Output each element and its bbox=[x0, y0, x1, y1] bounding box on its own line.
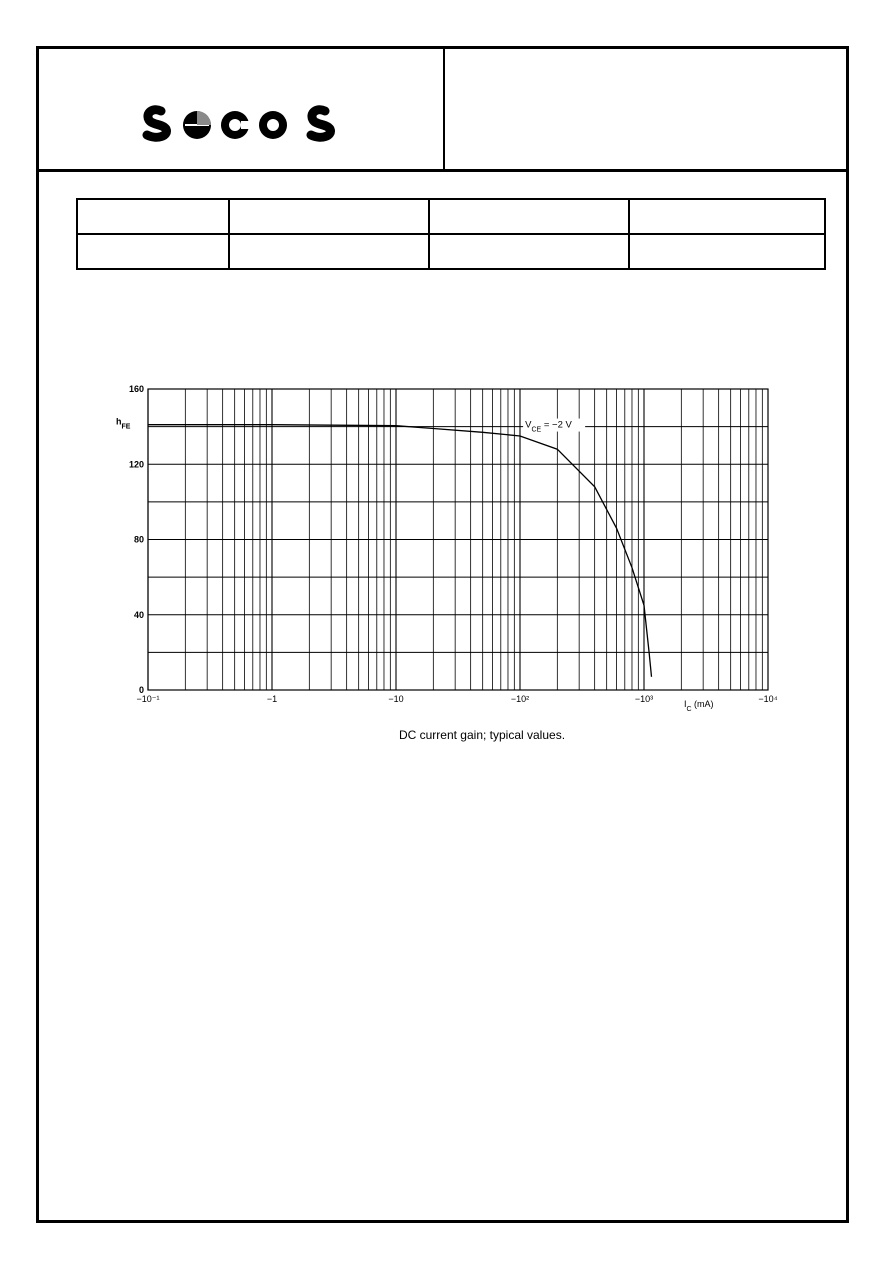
table-row bbox=[77, 234, 825, 269]
series-annotation: $V_{CE} = -2$ V bbox=[525, 419, 572, 434]
header-title-cell bbox=[445, 49, 846, 172]
x-tick-label: −10⁴ bbox=[758, 694, 778, 704]
table-cell bbox=[77, 199, 229, 234]
y-axis-label: $h_{FE}$ bbox=[116, 416, 131, 431]
x-tick-label: −10⁻¹ bbox=[136, 694, 160, 704]
y-tick-label: 120 bbox=[128, 459, 144, 470]
y-tick-label: 160 bbox=[128, 384, 144, 394]
table-row bbox=[77, 199, 825, 234]
chart-grid bbox=[148, 389, 768, 690]
y-tick-labels bbox=[129, 384, 144, 695]
table-cell bbox=[229, 234, 429, 269]
chart-svg bbox=[72, 335, 792, 755]
y-tick-label: 80 bbox=[133, 534, 144, 545]
x-tick-labels bbox=[136, 694, 777, 704]
y-tick-label: 40 bbox=[133, 609, 144, 620]
table-cell bbox=[429, 199, 629, 234]
x-tick-label: −1 bbox=[266, 694, 278, 704]
header-logo-cell bbox=[39, 49, 445, 172]
x-tick-label: −10² bbox=[510, 694, 530, 704]
x-axis-label: $I_C$ (mA) bbox=[683, 699, 714, 713]
table-cell bbox=[77, 234, 229, 269]
y-tick-label: 0 bbox=[138, 685, 144, 695]
series-line bbox=[148, 425, 652, 677]
table-cell bbox=[229, 199, 429, 234]
x-tick-label: −10³ bbox=[634, 694, 654, 704]
info-table bbox=[76, 198, 826, 270]
dc-current-gain-chart bbox=[72, 335, 792, 755]
table-cell bbox=[629, 199, 825, 234]
chart-caption: DC current gain; typical values. bbox=[398, 728, 566, 742]
table-cell bbox=[629, 234, 825, 269]
x-tick-label: −10 bbox=[388, 694, 404, 704]
secos-logo bbox=[139, 73, 339, 143]
table-cell bbox=[429, 234, 629, 269]
